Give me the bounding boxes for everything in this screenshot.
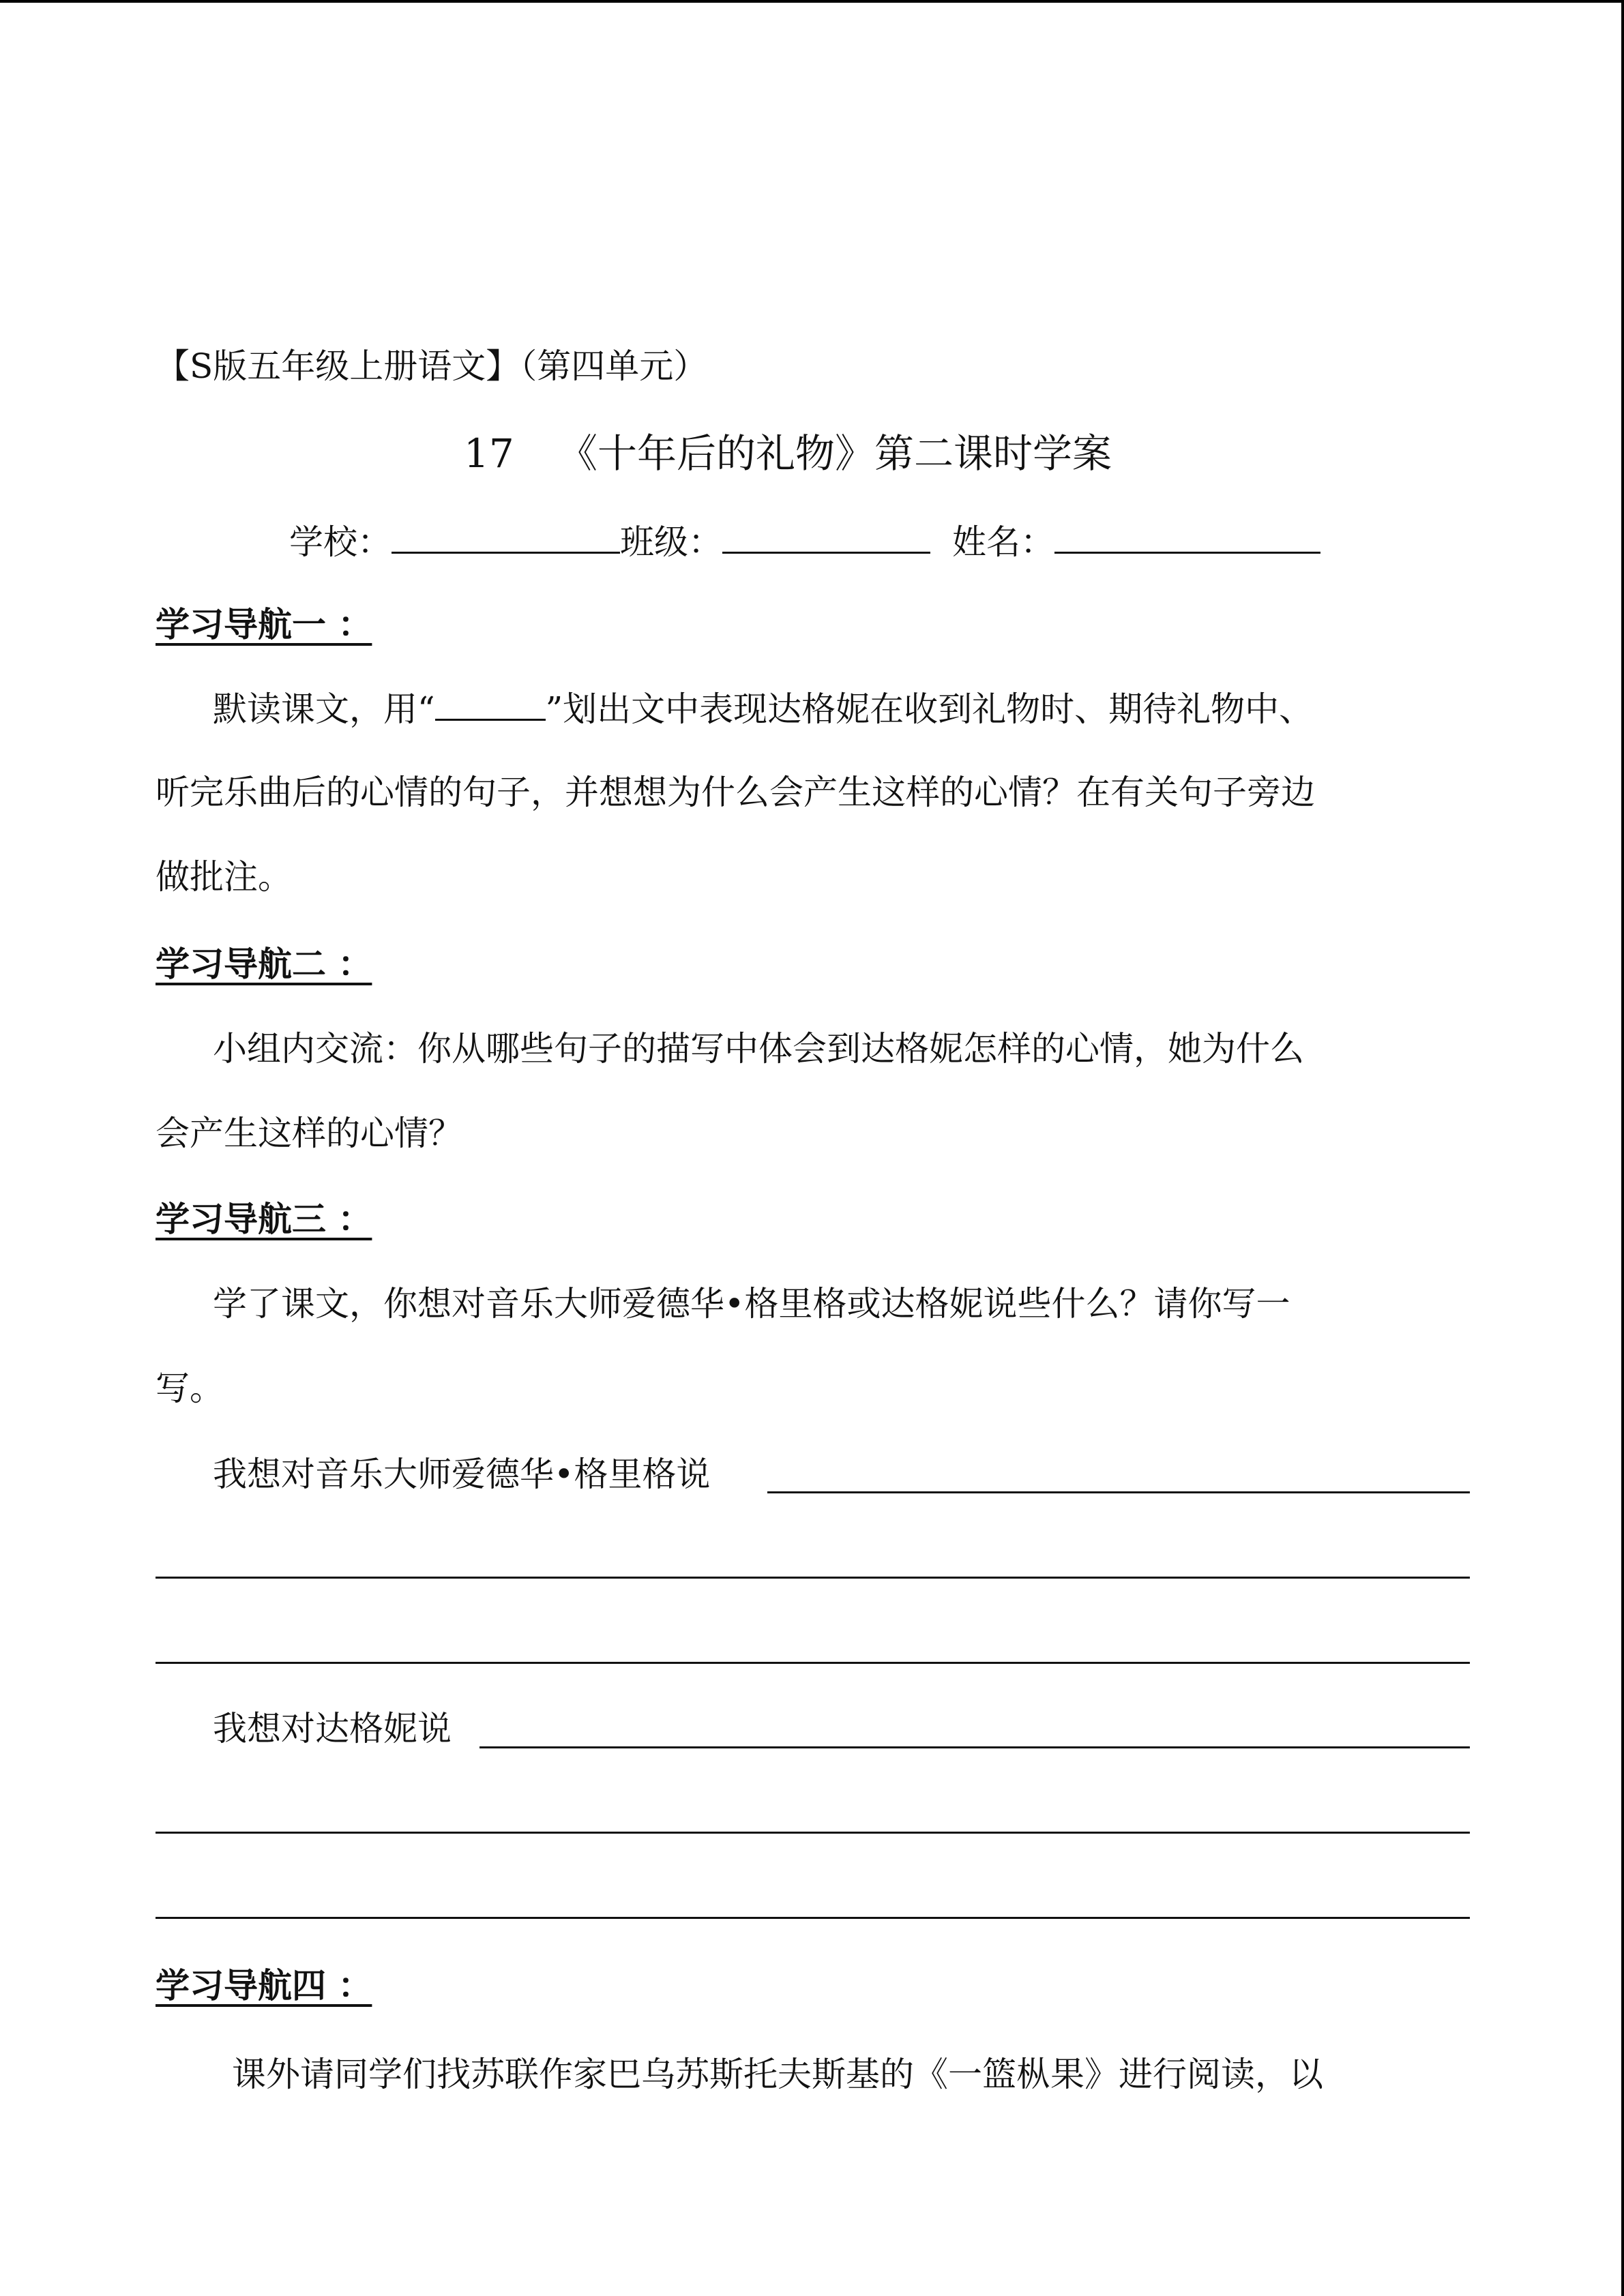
section-3-line-1: 学了课文，你想对音乐大师爱德华•格里格或达格妮说些什么？请你写一 <box>213 1284 1290 1324</box>
section-2-line-2: 会产生这样的心情？ <box>156 1114 462 1153</box>
section-1-line-2: 听完乐曲后的心情的句子，并想想为什么会产生这样的心情？在有关句子旁边 <box>156 773 1315 812</box>
name-label: 姓名： <box>952 522 1054 562</box>
page-border-right <box>1621 0 1624 2296</box>
answer-line-4[interactable] <box>479 1746 1470 1748</box>
section-4-line-1: 课外请同学们找苏联作家巴乌苏斯托夫斯基的《一篮枞果》进行阅读，以 <box>232 2055 1323 2094</box>
class-field[interactable] <box>722 516 930 554</box>
prompt-dagny: 我想对达格妮说 <box>213 1709 452 1748</box>
school-field[interactable] <box>392 516 620 554</box>
answer-line-2[interactable] <box>156 1577 1470 1579</box>
section-heading-4: 学习导航四 ： <box>156 1966 372 2006</box>
class-label: 班级： <box>620 522 722 562</box>
section-1-line-1: 默读课文，用“ ”划出文中表现达格妮在收到礼物时、期待礼物中、 <box>213 686 1313 731</box>
name-field[interactable] <box>1054 516 1320 554</box>
section-3-line-2: 写。 <box>156 1369 224 1408</box>
section-heading-1: 学习导航一 ： <box>156 605 372 644</box>
answer-line-5[interactable] <box>156 1832 1470 1834</box>
section-heading-3: 学习导航三 ： <box>156 1199 372 1239</box>
section-1-line-3: 做批注。 <box>156 857 292 897</box>
school-label: 学校： <box>289 522 392 562</box>
page-border-top <box>0 0 1624 3</box>
section-heading-2: 学习导航二 ： <box>156 944 372 984</box>
underline-sample <box>435 686 546 721</box>
prompt-edward-grieg: 我想对音乐大师爱德华•格里格说 <box>213 1455 711 1494</box>
page-title: 《十年后的礼物》第二课时学案 <box>558 430 1112 477</box>
answer-line-1[interactable] <box>767 1491 1470 1493</box>
student-info-row <box>289 516 1320 564</box>
section-2-line-1: 小组内交流：你从哪些句子的描写中体会到达格妮怎样的心情，她为什么 <box>213 1029 1304 1069</box>
answer-line-6[interactable] <box>156 1917 1470 1919</box>
series-label: 【S版五年级上册语文】（第四单元） <box>156 346 708 386</box>
lesson-number: 17 <box>464 430 514 477</box>
answer-line-3[interactable] <box>156 1662 1470 1664</box>
